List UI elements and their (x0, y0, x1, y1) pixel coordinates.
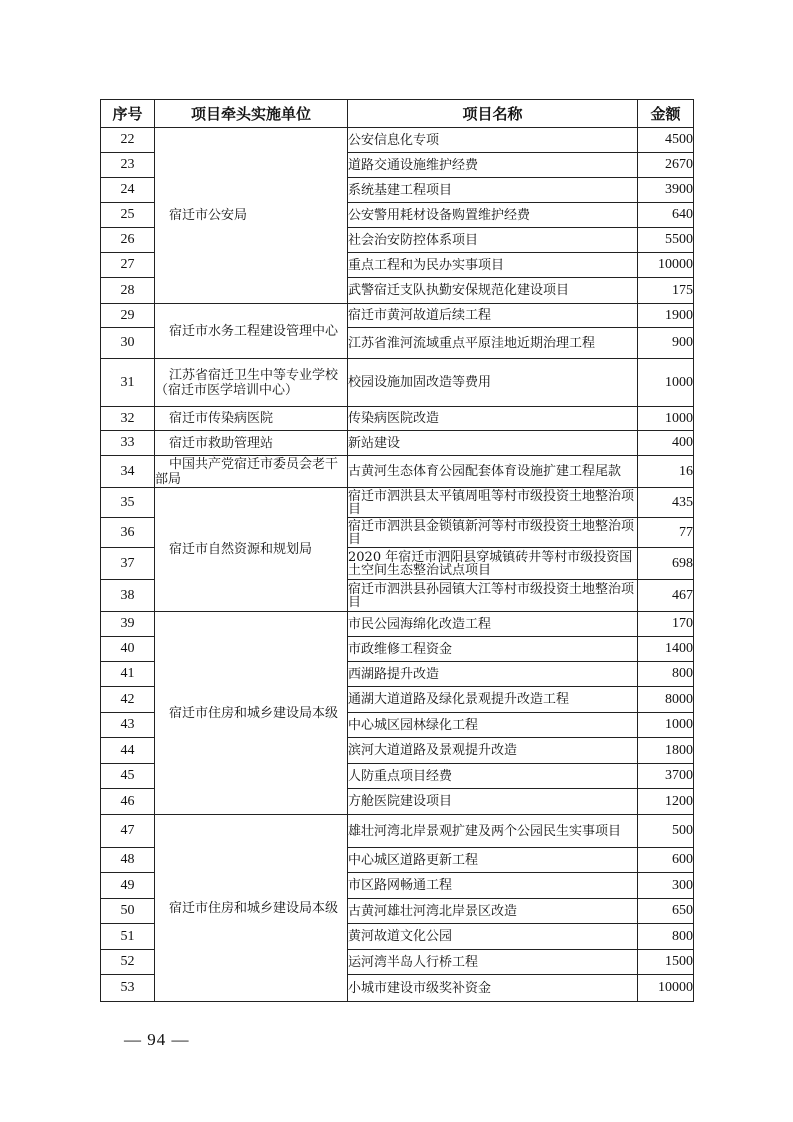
row-seq: 41 (101, 662, 155, 687)
table-header-row (101, 100, 694, 128)
row-unit: 宿迁市自然资源和规划局 (155, 488, 348, 612)
row-project-name: 黄河故道文化公园 (348, 924, 638, 950)
row-amount: 1000 (638, 407, 694, 431)
row-project-name: 滨河大道道路及景观提升改造 (348, 738, 638, 764)
row-amount: 10000 (638, 975, 694, 1002)
row-seq: 28 (101, 278, 155, 304)
row-project-name: 公安信息化专项 (348, 128, 638, 153)
row-amount: 435 (638, 488, 694, 518)
header-unit: 项目牵头实施单位 (155, 100, 348, 128)
row-project-name: 江苏省淮河流域重点平原洼地近期治理工程 (348, 328, 638, 359)
row-project-name: 公安警用耗材设备购置维护经费 (348, 203, 638, 228)
row-project-name: 宿迁市泗洪县孙园镇大江等村市级投资土地整治项目 (348, 580, 638, 612)
table-row (101, 407, 694, 431)
row-seq: 39 (101, 612, 155, 637)
row-seq: 45 (101, 764, 155, 789)
row-seq: 34 (101, 456, 155, 488)
table-row (101, 612, 694, 637)
row-seq: 35 (101, 488, 155, 518)
row-amount: 2670 (638, 153, 694, 178)
row-seq: 30 (101, 328, 155, 359)
row-amount: 800 (638, 662, 694, 687)
row-project-name: 2020 年宿迁市泗阳县穿城镇砖井等村市级投资国土空间生态整治试点项目 (348, 548, 638, 580)
row-amount: 1900 (638, 304, 694, 328)
row-unit: 宿迁市公安局 (155, 128, 348, 304)
row-seq: 53 (101, 975, 155, 1002)
row-project-name: 西湖路提升改造 (348, 662, 638, 687)
row-project-name: 方舱医院建设项目 (348, 789, 638, 815)
row-amount: 1400 (638, 637, 694, 662)
row-seq: 27 (101, 253, 155, 278)
table-row (101, 304, 694, 328)
row-project-name: 社会治安防控体系项目 (348, 228, 638, 253)
row-amount: 8000 (638, 687, 694, 713)
row-seq: 44 (101, 738, 155, 764)
table-row (101, 815, 694, 848)
row-amount: 16 (638, 456, 694, 488)
row-project-name: 系统基建工程项目 (348, 178, 638, 203)
row-amount: 1800 (638, 738, 694, 764)
row-seq: 46 (101, 789, 155, 815)
row-amount: 5500 (638, 228, 694, 253)
row-project-name: 人防重点项目经费 (348, 764, 638, 789)
row-amount: 1000 (638, 713, 694, 738)
row-amount: 467 (638, 580, 694, 612)
row-amount: 1000 (638, 359, 694, 407)
row-amount: 400 (638, 431, 694, 456)
row-seq: 23 (101, 153, 155, 178)
row-project-name: 古黄河雄壮河湾北岸景区改造 (348, 899, 638, 924)
table-row (101, 456, 694, 488)
row-unit: 中国共产党宿迁市委员会老干部局 (155, 456, 348, 488)
row-seq: 48 (101, 848, 155, 873)
table-body (101, 128, 694, 1002)
row-project-name: 市区路网畅通工程 (348, 873, 638, 899)
row-project-name: 市政维修工程资金 (348, 637, 638, 662)
row-project-name: 运河湾半岛人行桥工程 (348, 950, 638, 975)
row-unit: 宿迁市传染病医院 (155, 407, 348, 431)
row-amount: 4500 (638, 128, 694, 153)
row-seq: 51 (101, 924, 155, 950)
row-unit: 宿迁市住房和城乡建设局本级 (155, 815, 348, 1002)
row-project-name: 道路交通设施维护经费 (348, 153, 638, 178)
row-project-name: 中心城区园林绿化工程 (348, 713, 638, 738)
row-seq: 42 (101, 687, 155, 713)
row-project-name: 校园设施加固改造等费用 (348, 359, 638, 407)
row-unit: 宿迁市救助管理站 (155, 431, 348, 456)
row-amount: 300 (638, 873, 694, 899)
header-project-name: 项目名称 (348, 100, 638, 128)
table-row (101, 431, 694, 456)
row-project-name: 通湖大道道路及绿化景观提升改造工程 (348, 687, 638, 713)
row-seq: 32 (101, 407, 155, 431)
row-seq: 26 (101, 228, 155, 253)
row-seq: 31 (101, 359, 155, 407)
row-amount: 640 (638, 203, 694, 228)
row-project-name: 重点工程和为民办实事项目 (348, 253, 638, 278)
row-seq: 52 (101, 950, 155, 975)
row-amount: 3900 (638, 178, 694, 203)
table-row (101, 488, 694, 518)
row-unit: 宿迁市住房和城乡建设局本级 (155, 612, 348, 815)
row-seq: 29 (101, 304, 155, 328)
row-seq: 22 (101, 128, 155, 153)
row-amount: 77 (638, 518, 694, 548)
row-project-name: 古黄河生态体育公园配套体育设施扩建工程尾款 (348, 456, 638, 488)
row-project-name: 武警宿迁支队执勤安保规范化建设项目 (348, 278, 638, 304)
row-seq: 43 (101, 713, 155, 738)
row-amount: 175 (638, 278, 694, 304)
row-amount: 1500 (638, 950, 694, 975)
row-seq: 24 (101, 178, 155, 203)
table-row (101, 128, 694, 153)
row-unit: 宿迁市水务工程建设管理中心 (155, 304, 348, 359)
row-unit: 江苏省宿迁卫生中等专业学校（宿迁市医学培训中心） (155, 359, 348, 407)
row-seq: 36 (101, 518, 155, 548)
row-seq: 40 (101, 637, 155, 662)
row-project-name: 宿迁市黄河故道后续工程 (348, 304, 638, 328)
row-project-name: 宿迁市泗洪县太平镇周咀等村市级投资土地整治项目 (348, 488, 638, 518)
row-amount: 500 (638, 815, 694, 848)
table-row (101, 359, 694, 407)
header-amount: 金额 (638, 100, 694, 128)
row-project-name: 小城市建设市级奖补资金 (348, 975, 638, 1002)
row-seq: 25 (101, 203, 155, 228)
header-seq: 序号 (101, 100, 155, 128)
row-seq: 50 (101, 899, 155, 924)
row-project-name: 宿迁市泗洪县金锁镇新河等村市级投资土地整治项目 (348, 518, 638, 548)
row-project-name: 新站建设 (348, 431, 638, 456)
row-amount: 800 (638, 924, 694, 950)
row-amount: 698 (638, 548, 694, 580)
page-number: — 94 — (124, 1030, 190, 1049)
row-project-name: 雄壮河湾北岸景观扩建及两个公园民生实事项目 (348, 815, 638, 848)
row-project-name: 市民公园海绵化改造工程 (348, 612, 638, 637)
row-seq: 49 (101, 873, 155, 899)
row-amount: 1200 (638, 789, 694, 815)
row-amount: 170 (638, 612, 694, 637)
row-seq: 47 (101, 815, 155, 848)
row-seq: 37 (101, 548, 155, 580)
row-amount: 650 (638, 899, 694, 924)
row-seq: 33 (101, 431, 155, 456)
row-amount: 900 (638, 328, 694, 359)
row-project-name: 中心城区道路更新工程 (348, 848, 638, 873)
funding-table (100, 99, 694, 1002)
row-seq: 38 (101, 580, 155, 612)
row-project-name: 传染病医院改造 (348, 407, 638, 431)
row-amount: 600 (638, 848, 694, 873)
row-amount: 3700 (638, 764, 694, 789)
row-amount: 10000 (638, 253, 694, 278)
